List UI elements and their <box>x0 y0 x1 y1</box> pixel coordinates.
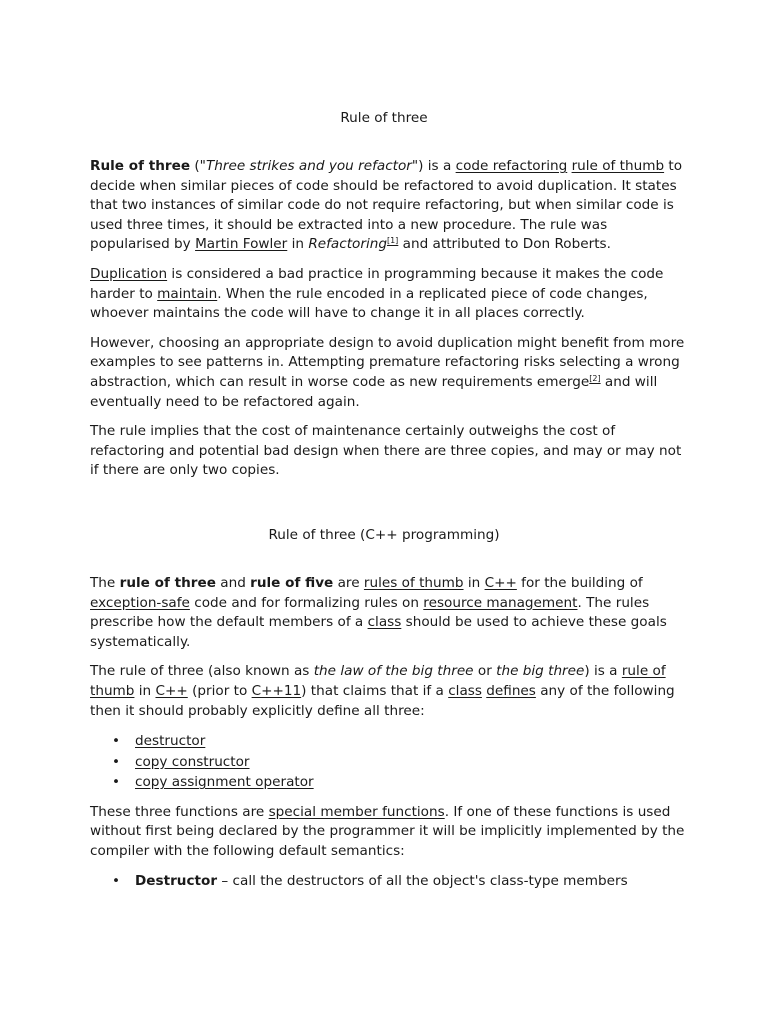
list-item <box>90 731 690 752</box>
citation-1[interactable]: [1] <box>386 236 399 246</box>
paragraph-intro: Rule of three ("Three strikes and you refactor") is a code refactoring rule of thumb to decide when similar pieces of code should be refactored to avoid duplication. It states that two instances of similar code do not require refactoring, but when similar code is used three times, it should be extracted into a new procedure. The rule was popularised by Martin Fowler in Refactoring[1] and attributed to Don Roberts. <box>90 158 683 253</box>
link-cpp[interactable]: C++ <box>484 575 517 591</box>
term-rule-of-three: Rule of three <box>90 158 191 174</box>
term-destructor: Destructor <box>135 873 218 890</box>
link-cpp11[interactable]: C++11 <box>251 682 302 699</box>
phrase-law-of-big-three: the law of the big three <box>313 663 474 680</box>
nickname: Three strikes and you refactor <box>205 158 412 174</box>
link-exception-safe[interactable]: exception-safe <box>90 594 190 611</box>
link-special-member-functions[interactable]: special member functions <box>268 803 445 820</box>
list-item <box>90 752 690 773</box>
term-rule-of-three-cpp: rule of three <box>119 575 216 591</box>
paragraph-duplication: Duplication is considered a bad practice in programming because it makes the code harder to maintain. When the rule encoded in a replicated piece of code changes, whoever maintains the code will have to change it in all places correctly. <box>90 265 664 322</box>
citation-2[interactable]: [2] <box>589 373 601 383</box>
paragraph-cpp-intro: The rule of three and rule of five are rules of thumb in C++ for the building of exception-safe code and for formalizing rules on resource management. The rules prescribe how the default members of a class should be used to achieve these goals systematically. <box>90 575 667 650</box>
bullet-icon: • <box>112 774 121 791</box>
link-cpp-2[interactable]: C++ <box>155 682 188 699</box>
link-copy-assignment-operator[interactable]: copy assignment operator <box>135 774 314 791</box>
link-code-refactoring[interactable]: code refactoring <box>455 158 568 174</box>
link-rule-of-thumb-2[interactable]: rule of thumb <box>90 663 666 699</box>
link-martin-fowler[interactable]: Martin Fowler <box>195 236 288 253</box>
link-destructor[interactable]: destructor <box>135 733 206 750</box>
special-members-list <box>90 731 690 793</box>
section-rule-of-three-cpp <box>90 574 690 892</box>
link-resource-management[interactable]: resource management <box>423 594 578 611</box>
paragraph-cost: The rule implies that the cost of maintenance certainly outweighs the cost of refactoring and potential bad design when there are three copies, and may or may not if there are only two copies. <box>90 423 682 479</box>
link-rule-of-thumb[interactable]: rule of thumb <box>571 158 665 174</box>
bullet-icon: • <box>112 733 121 750</box>
link-class-2[interactable]: class <box>448 682 482 699</box>
list-item: • Destructor – call the destructors of all the object's class-type members <box>90 871 690 892</box>
default-semantics-list <box>90 871 690 892</box>
bullet-icon: • <box>112 753 121 770</box>
paragraph-special-members: These three functions are special member functions. If one of these functions is used without first being declared by the programmer it will be implicitly implemented by the compiler with the following default semantics: <box>90 803 685 859</box>
link-copy-constructor[interactable]: copy constructor <box>135 753 250 770</box>
link-class[interactable]: class <box>367 614 402 631</box>
page-title: Rule of three <box>340 110 428 126</box>
link-rules-of-thumb[interactable]: rules of thumb <box>363 575 464 591</box>
section-title-cpp: Rule of three (C++ programming) <box>268 527 500 543</box>
book-title: Refactoring <box>308 236 387 253</box>
term-rule-of-five: rule of five <box>250 575 334 591</box>
link-defines[interactable]: defines <box>486 682 536 699</box>
section-rule-of-three <box>90 157 690 481</box>
paragraph-design: However, choosing an appropriate design to avoid duplication might benefit from more examples to see patterns in. Attempting premature refactoring risks selecting a wrong abstraction, which can result in worse code as new requirements emerge[2] and will eventually need to be refactored again. <box>90 334 685 410</box>
paragraph-big-three: The rule of three (also known as the law of the big three or the big three) is a rule of thumb in C++ (prior to C++11) that claims that if a class defines any of the following then it should probably explicitly define all three: <box>90 663 675 719</box>
list-item <box>90 772 690 793</box>
phrase-big-three: the big three <box>496 663 585 680</box>
bullet-icon: • <box>112 873 121 890</box>
link-duplication[interactable]: Duplication <box>90 265 168 282</box>
link-maintain[interactable]: maintain <box>157 285 218 302</box>
